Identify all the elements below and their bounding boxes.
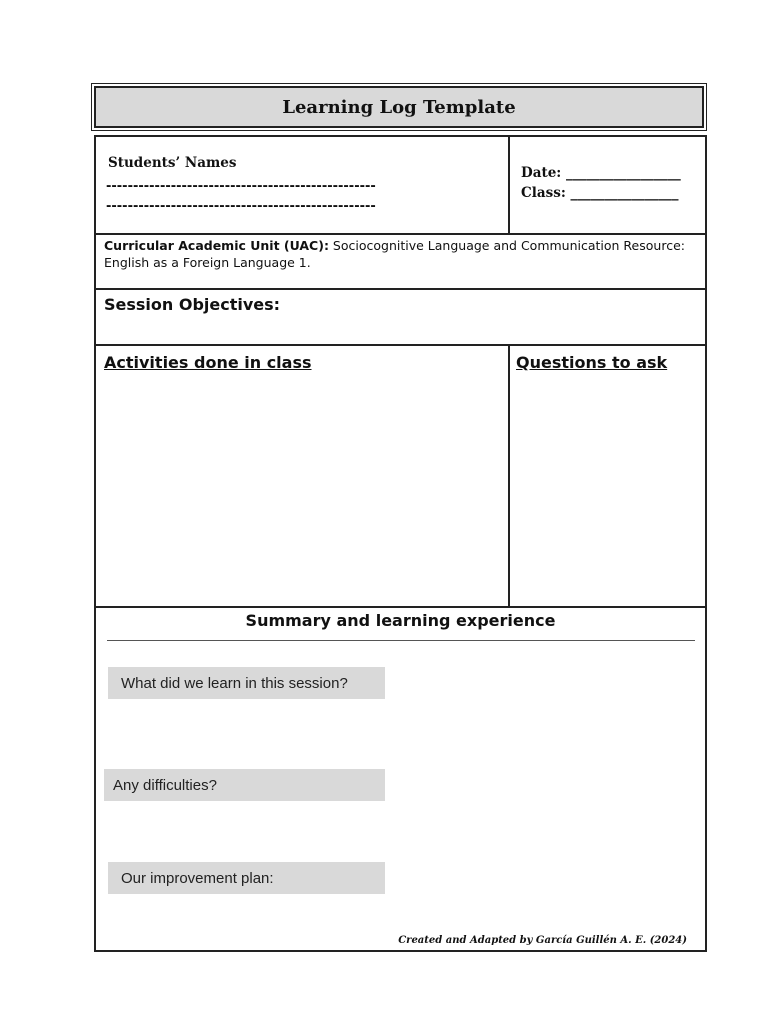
divider <box>96 288 705 290</box>
credit-line: Created and Adapted by García Guillén A. E. (2024) <box>398 935 687 946</box>
difficulties-prompt: Any difficulties? <box>104 769 385 801</box>
uac-info <box>104 237 694 271</box>
class-field[interactable] <box>521 185 679 201</box>
session-objectives-label: Session Objectives: <box>104 295 281 314</box>
uac-text: Sociocognitive Language and Communication Resource: English as a Foreign Language 1. <box>104 238 685 270</box>
students-names-label: Students’ Names <box>108 155 237 171</box>
divider <box>96 344 705 346</box>
date-label: Date: <box>521 165 562 181</box>
class-line: ________________ <box>570 185 679 201</box>
divider <box>96 233 705 235</box>
students-names-line-2[interactable]: -------------------------------------------------- <box>106 199 376 214</box>
uac-label: Curricular Academic Unit (UAC): <box>104 238 329 253</box>
class-label: Class: <box>521 185 566 201</box>
summary-heading: Summary and learning experience <box>245 611 556 630</box>
learned-prompt: What did we learn in this session? <box>108 667 385 699</box>
log-form <box>94 135 707 952</box>
date-line: _________________ <box>565 165 681 181</box>
title-banner <box>94 86 704 128</box>
page-title: Learning Log Template <box>282 96 516 118</box>
students-names-line-1[interactable]: -------------------------------------------------- <box>106 179 376 194</box>
divider <box>508 137 510 233</box>
summary-rule <box>107 640 695 641</box>
questions-heading: Questions to ask <box>516 353 668 372</box>
date-field[interactable] <box>521 165 681 181</box>
improvement-plan-prompt: Our improvement plan: <box>108 862 385 894</box>
divider <box>96 606 705 608</box>
divider <box>508 344 510 607</box>
activities-heading: Activities done in class <box>104 353 312 372</box>
